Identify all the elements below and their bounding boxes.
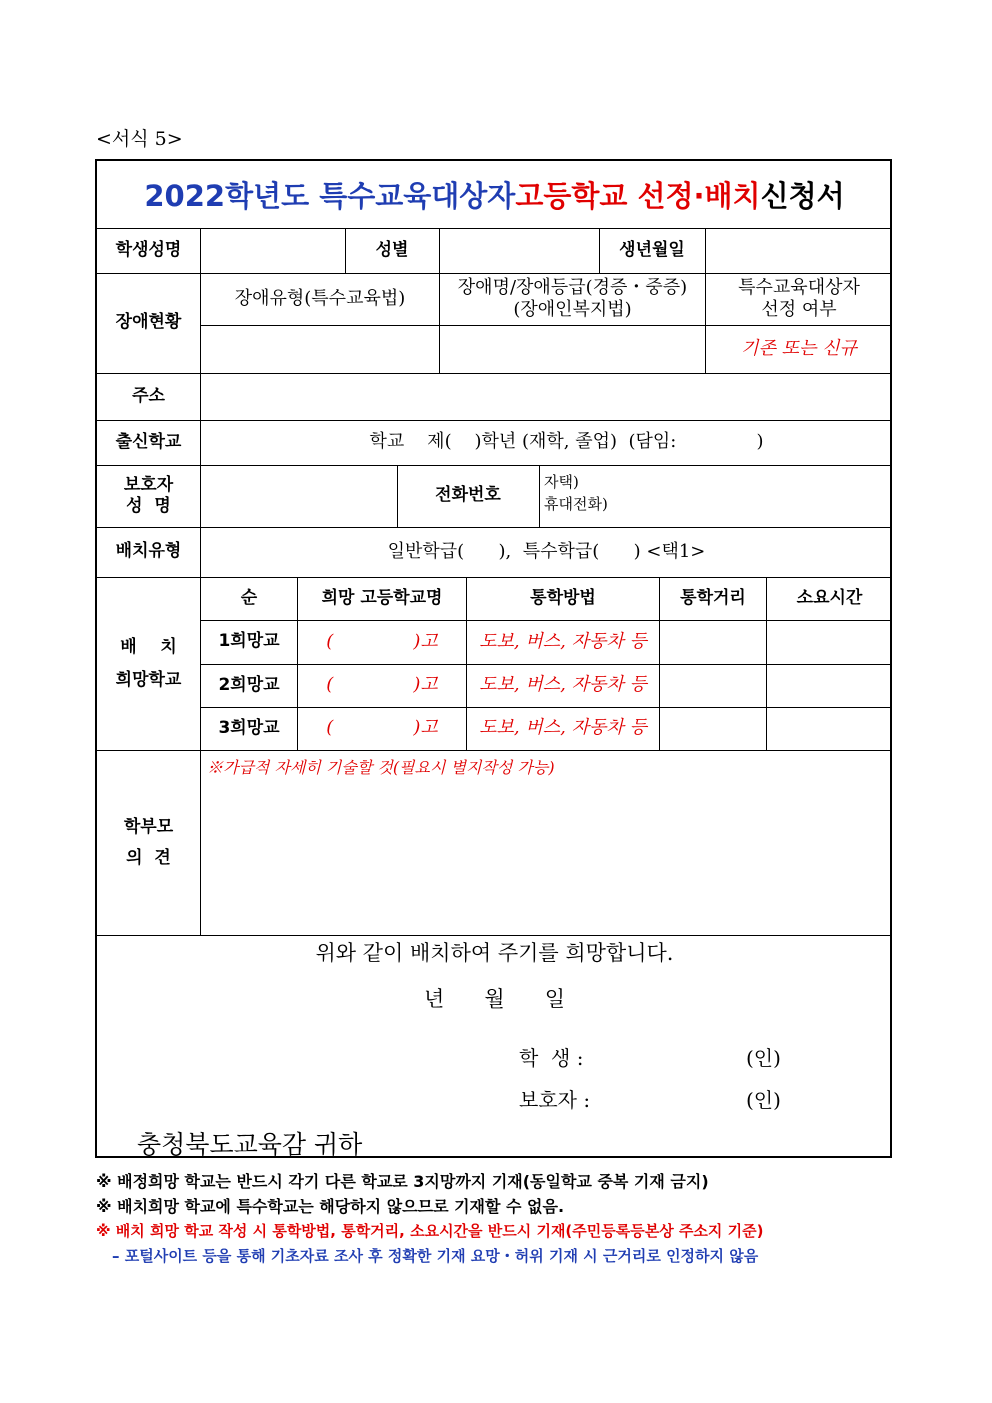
wish-school-1[interactable]: ( )고 — [326, 630, 438, 652]
note-4: – 포털사이트 등을 통해 기초자료 조사 후 정확한 기재 요망・허위 기재 시 근거리로 인정하지 않음 — [112, 1247, 759, 1265]
form-title — [97, 161, 892, 228]
selection-status-header-line1: 특수교육대상자 — [738, 276, 860, 298]
wish-method-1[interactable]: 도보, 버스, 자동차 등 — [479, 630, 647, 652]
application-form — [95, 159, 892, 1158]
guardian-name-label — [97, 465, 200, 527]
disability-grade-header-line1: 장애명/장애등급(경증・중증) — [457, 276, 688, 298]
note-1: ※ 배정희망 학교는 반드시 각기 다른 학교로 3지망까지 기재(동일학교 중복 기재 금지) — [96, 1172, 709, 1191]
student-name-field[interactable] — [201, 228, 345, 273]
disability-grade-field[interactable] — [440, 326, 705, 373]
form-number-caption: <서식 5> — [96, 128, 183, 150]
disability-type-header: 장애유형(특수교육법) — [234, 287, 406, 309]
wish-distance-1[interactable] — [660, 620, 766, 664]
selection-status-header — [706, 273, 892, 325]
notes-section — [96, 1169, 896, 1269]
student-name-label: 학생성명 — [115, 239, 182, 260]
row-divider — [97, 935, 892, 936]
guardian-seal: (인) — [746, 1088, 781, 1112]
wish-time-2[interactable] — [767, 664, 892, 707]
wish-time-1[interactable] — [767, 620, 892, 664]
birth-date-label: 생년월일 — [619, 239, 685, 260]
wish-rank-1: 1희망교 — [218, 631, 280, 652]
wish-school-label-line2: 희망학교 — [115, 669, 182, 690]
wish-school-label — [97, 577, 200, 750]
disability-grade-header — [440, 273, 705, 325]
commute-time-header: 소요시간 — [796, 587, 863, 608]
rank-header: 순 — [240, 587, 258, 608]
student-seal: (인) — [746, 1046, 781, 1070]
guardian-label-line1: 보호자 — [123, 474, 174, 495]
wish-distance-2[interactable] — [660, 664, 766, 707]
title-part-1: 2022학년도 특수교육대상자 — [144, 179, 516, 213]
wish-rank-3: 3희망교 — [218, 717, 280, 738]
guardian-label-line2: 성 명 — [126, 496, 171, 516]
birth-date-field[interactable] — [706, 228, 892, 273]
title-part-2: 고등학교 선정·배치 — [515, 179, 761, 213]
disability-type-field[interactable] — [201, 326, 439, 373]
commute-distance-header: 통학거리 — [680, 587, 746, 608]
date-line: 년 월 일 — [424, 987, 565, 1011]
parent-opinion-label-line1: 학부모 — [123, 816, 174, 837]
wish-rank-2: 2희망교 — [218, 674, 280, 695]
phone-label: 전화번호 — [435, 485, 501, 506]
previous-school-field[interactable]: 학교 제( )학년 (재학, 졸업) (담임: ) — [369, 431, 764, 453]
placement-type-label: 배치유형 — [115, 541, 182, 562]
addressee: 충청북도교육감 귀하 — [137, 1130, 363, 1159]
previous-school-label: 출신학교 — [115, 431, 182, 452]
statement-text: 위와 같이 배치하여 주기를 희망합니다. — [315, 941, 674, 965]
wish-method-3[interactable]: 도보, 버스, 자동차 등 — [479, 717, 647, 739]
disability-status-label: 장애현황 — [115, 312, 182, 333]
disability-grade-header-line2: (장애인복지법) — [513, 299, 632, 320]
selection-status-header-line2: 선정 여부 — [761, 299, 837, 320]
parent-opinion-label — [97, 750, 200, 935]
selection-status-value[interactable]: 기존 또는 신규 — [741, 338, 857, 360]
gender-field[interactable] — [440, 228, 599, 273]
wish-school-3[interactable]: ( )고 — [326, 717, 438, 739]
student-sign-label: 학 생 : — [519, 1046, 584, 1070]
phone-field[interactable] — [540, 465, 892, 527]
address-label: 주소 — [132, 385, 165, 406]
school-name-header: 희망 고등학교명 — [321, 587, 443, 608]
wish-time-3[interactable] — [767, 707, 892, 750]
wish-distance-3[interactable] — [660, 707, 766, 750]
commute-method-header: 통학방법 — [530, 587, 596, 608]
wish-method-2[interactable]: 도보, 버스, 자동차 등 — [479, 674, 647, 696]
guardian-name-field[interactable] — [201, 465, 397, 527]
placement-type-field[interactable]: 일반학급( ), 특수학급( ) <택1> — [387, 540, 706, 562]
note-3: ※ 배치 희망 학교 작성 시 통학방법, 통학거리, 소요시간을 반드시 기재(주민등록등본상 주소지 기준) — [96, 1222, 764, 1240]
title-part-3: 신청서 — [760, 179, 845, 213]
parent-opinion-field[interactable] — [201, 750, 892, 935]
note-2: ※ 배치희망 학교에 특수학교는 해당하지 않으므로 기재할 수 없음. — [96, 1197, 565, 1216]
address-field[interactable] — [201, 373, 892, 420]
gender-label: 성별 — [375, 239, 409, 260]
wish-school-2[interactable]: ( )고 — [326, 674, 438, 696]
guardian-sign-label: 보호자 : — [519, 1088, 591, 1112]
home-phone-label: 자택) — [544, 473, 579, 491]
wish-school-label-line1: 배 치 — [120, 637, 177, 658]
mobile-phone-label: 휴대전화) — [544, 495, 608, 513]
parent-opinion-label-line2: 의 견 — [126, 847, 171, 868]
parent-opinion-hint: ※가급적 자세히 기술할 것(필요시 별지작성 가능) — [207, 758, 555, 777]
